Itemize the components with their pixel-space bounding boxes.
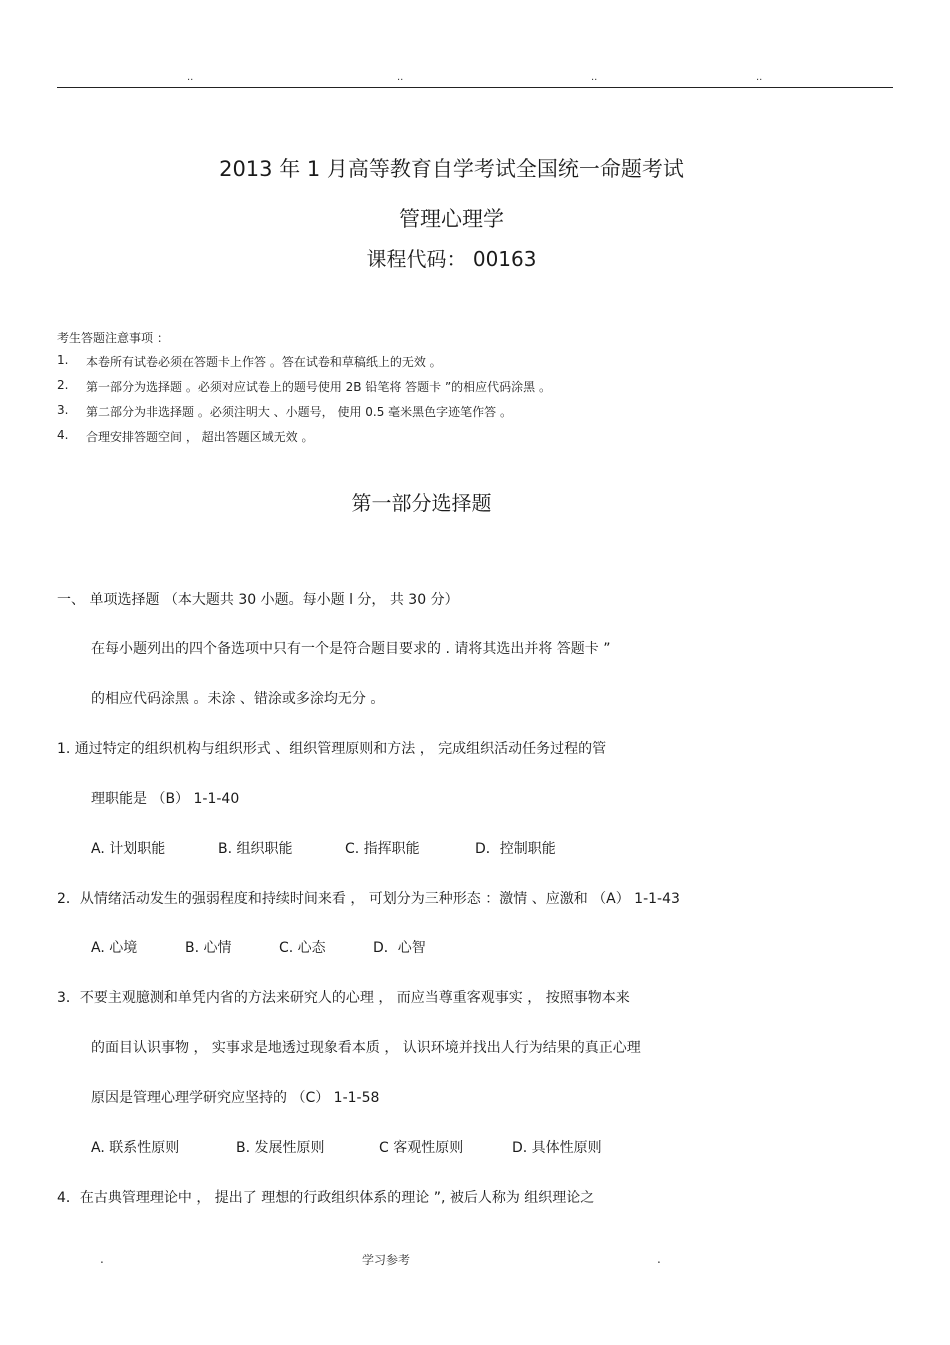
- option-a: A. 联系性原则: [91, 1140, 180, 1156]
- notice-item-number: 1.: [57, 353, 69, 367]
- footer-mark: .: [100, 1252, 104, 1266]
- option-b: B. 心情: [185, 940, 232, 956]
- option-c: C. 心态: [279, 940, 326, 956]
- exam-title: 2013 年 1 月高等教育自学考试全国统一命题考试: [219, 157, 684, 181]
- subject-title: 管理心理学: [399, 207, 504, 231]
- header-mark: ..: [397, 72, 404, 83]
- answer-options: [0, 937, 950, 957]
- option-a: A. 心境: [91, 940, 138, 956]
- option-d: D．心智: [373, 940, 426, 956]
- question-text: 原因是管理心理学研究应坚持的 （C） 1-1-58: [91, 1090, 380, 1106]
- part-title: 第一部分选择题: [351, 491, 492, 515]
- footer-label: 学习参考: [362, 1253, 411, 1267]
- option-c: C 客观性原则: [379, 1140, 464, 1156]
- option-c: C. 指挥职能: [345, 841, 420, 857]
- notice-item-text: 第二部分为非选择题 。必须注明大 、小题号， 使用 0.5 毫米黑色字迹笔作答 。: [86, 405, 512, 419]
- notice-item-number: 3.: [57, 403, 69, 417]
- notice-item-text: 第一部分为选择题 。必须对应试卷上的题号使用 2B 铅笔将 答题卡 ”的相应代码涂黑 。: [86, 380, 551, 394]
- header-mark: ..: [187, 72, 194, 83]
- section-heading: 一、 单项选择题 （本大题共 30 小题。每小题 l 分， 共 30 分）: [57, 592, 459, 608]
- notice-item-text: 本卷所有试卷必须在答题卡上作答 。答在试卷和草稿纸上的无效 。: [86, 355, 442, 369]
- footer-mark: .: [657, 1252, 661, 1266]
- option-b: B. 组织职能: [218, 841, 293, 857]
- option-b: B. 发展性原则: [236, 1140, 325, 1156]
- section-instruction: 的相应代码涂黑 。未涂 、错涂或多涂均无分 。: [91, 691, 385, 707]
- header-mark: ..: [591, 72, 598, 83]
- question-text: 2．从情绪活动发生的强弱程度和持续时间来看 ， 可划分为三种形态 ：激情 、应激和 （A） 1-1-43: [57, 891, 680, 907]
- answer-options: [0, 1137, 950, 1157]
- option-a: A. 计划职能: [91, 841, 166, 857]
- notice-item-text: 合理安排答题空间 ， 超出答题区域无效 。: [86, 430, 314, 444]
- question-text: 1. 通过特定的组织机构与组织形式 、组织管理原则和方法 ， 完成组织活动任务过程的管: [57, 741, 607, 757]
- question-text: 理职能是 （B） 1-1-40: [91, 791, 240, 807]
- course-code: 课程代码： 00163: [366, 247, 537, 271]
- question-text: 4．在古典管理理论中 ， 提出了 理想的行政组织体系的理论 ”, 被后人称为 组织理论之: [57, 1190, 595, 1206]
- option-d: D．控制职能: [475, 841, 556, 857]
- notice-heading: 考生答题注意事项 ：: [57, 331, 169, 345]
- option-d: D. 具体性原则: [512, 1140, 602, 1156]
- answer-options: [0, 838, 950, 858]
- header-divider: [57, 87, 893, 88]
- section-instruction: 在每小题列出的四个备选项中只有一个是符合题目要求的 . 请将其选出并将 答题卡 ”: [91, 641, 611, 657]
- notice-item-number: 4.: [57, 428, 69, 442]
- question-text: 的面目认识事物 ， 实事求是地透过现象看本质 ， 认识环境并找出人行为结果的真正心理: [91, 1040, 641, 1056]
- header-mark: ..: [756, 72, 763, 83]
- notice-item-number: 2.: [57, 378, 69, 392]
- question-text: 3．不要主观臆测和单凭内省的方法来研究人的心理 ， 而应当尊重客观事实 ， 按照事物本来: [57, 990, 630, 1006]
